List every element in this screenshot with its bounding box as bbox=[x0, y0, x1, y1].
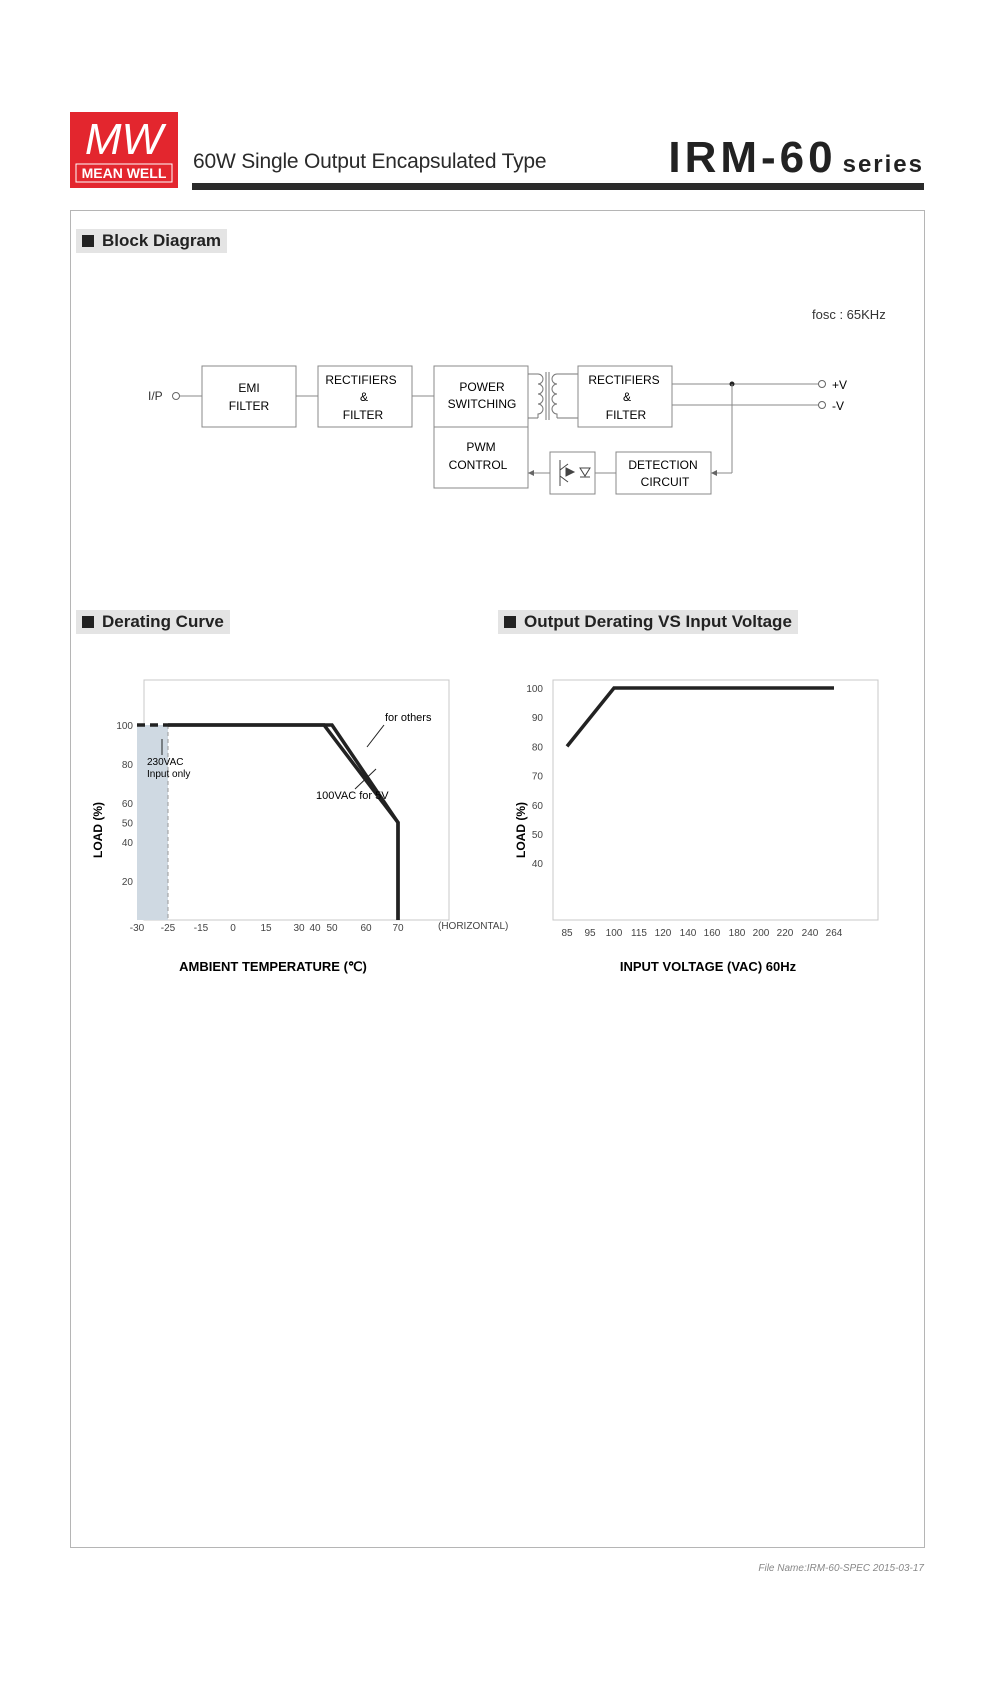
y-tick-label: 70 bbox=[531, 771, 543, 783]
input-derating-heading bbox=[498, 610, 798, 634]
logo-brand-text: MEAN WELL bbox=[81, 165, 167, 181]
x-tick-label: 30 bbox=[293, 923, 305, 934]
input-derating-chart bbox=[505, 665, 885, 985]
x-tick-label: 160 bbox=[703, 928, 721, 939]
rect2-line3: FILTER bbox=[605, 408, 647, 422]
x-tick-label: 140 bbox=[679, 928, 697, 939]
horizontal-label: (HORIZONTAL) bbox=[438, 921, 509, 932]
x-tick-label: 200 bbox=[752, 928, 770, 939]
arrow-left-icon bbox=[711, 470, 717, 476]
x-tick-label: -30 bbox=[129, 923, 145, 934]
square-bullet-icon bbox=[82, 616, 94, 628]
file-footer: File Name:IRM-60-SPEC 2015-03-17 bbox=[758, 1563, 924, 1574]
square-bullet-icon bbox=[504, 616, 516, 628]
rect1-line1: RECTIFIERS bbox=[325, 373, 397, 387]
x-tick-label: 115 bbox=[631, 928, 647, 939]
rect1-line2: & bbox=[359, 390, 369, 404]
detect-line1: DETECTION bbox=[628, 458, 698, 472]
power-line1: POWER bbox=[459, 380, 505, 394]
derating-curve-heading bbox=[76, 610, 230, 634]
derating-curve-title: Derating Curve bbox=[102, 612, 224, 631]
logo-mw-letters: MW bbox=[84, 115, 164, 164]
power-line2: SWITCHING bbox=[447, 397, 517, 411]
x-tick-label: -25 bbox=[160, 923, 176, 934]
pwm-line2: CONTROL bbox=[448, 458, 508, 472]
y-tick-label: 60 bbox=[121, 799, 133, 810]
output-terminal-positive bbox=[819, 381, 826, 388]
x-axis-label: INPUT VOLTAGE (VAC) 60Hz bbox=[619, 959, 797, 974]
x-tick-label: 95 bbox=[584, 928, 596, 939]
rect2-line2: & bbox=[622, 390, 632, 404]
x-tick-label: 40 bbox=[309, 923, 321, 934]
transformer-icon bbox=[528, 372, 578, 420]
annotation-100vac: 100VAC for 5V bbox=[316, 790, 389, 802]
x-tick-label: 240 bbox=[801, 928, 819, 939]
y-tick-label: 40 bbox=[531, 859, 543, 871]
input-terminal bbox=[173, 393, 180, 400]
y-tick-label: 60 bbox=[531, 800, 543, 812]
y-tick-label: 50 bbox=[531, 830, 543, 841]
rect1-line3: FILTER bbox=[342, 408, 384, 422]
shaded-region-230vac bbox=[137, 725, 168, 920]
arrow-left-icon bbox=[528, 470, 534, 476]
annotation-230vac-line1: 230VAC bbox=[147, 757, 184, 768]
model-suffix: series bbox=[842, 151, 924, 178]
input-derating-title: Output Derating VS Input Voltage bbox=[524, 612, 792, 631]
y-tick-label: 20 bbox=[121, 877, 133, 888]
y-tick-label: 90 bbox=[531, 713, 543, 725]
y-tick-label: 100 bbox=[526, 684, 543, 695]
x-tick-label: 70 bbox=[392, 923, 404, 934]
emi-filter-block bbox=[202, 366, 296, 427]
x-tick-label: 120 bbox=[654, 928, 672, 939]
model-name: IRM-60 bbox=[668, 133, 837, 182]
derating-curve-chart bbox=[80, 665, 509, 985]
pwm-line1: PWM bbox=[466, 440, 496, 454]
emi-line1: EMI bbox=[238, 381, 260, 395]
x-tick-label: -15 bbox=[193, 923, 209, 934]
rect2-line1: RECTIFIERS bbox=[588, 373, 660, 387]
x-tick-label: 15 bbox=[260, 923, 272, 934]
x-tick-label: 264 bbox=[825, 928, 843, 939]
x-tick-label: 85 bbox=[561, 928, 573, 939]
x-tick-label: 180 bbox=[728, 928, 746, 939]
y-tick-label: 50 bbox=[121, 818, 133, 830]
page-subtitle: 60W Single Output Encapsulated Type bbox=[193, 150, 547, 173]
y-axis-label: LOAD (%) bbox=[91, 802, 105, 858]
output-terminal-negative bbox=[819, 402, 826, 409]
x-tick-label: 220 bbox=[776, 928, 794, 939]
x-tick-label: 0 bbox=[230, 923, 236, 934]
block-diagram bbox=[0, 0, 1000, 560]
y-axis-label: LOAD (%) bbox=[514, 802, 528, 858]
emi-line2: FILTER bbox=[228, 399, 270, 413]
x-tick-label: 50 bbox=[326, 923, 338, 934]
x-axis-label: AMBIENT TEMPERATURE (℃) bbox=[179, 959, 367, 974]
output-positive-label: +V bbox=[832, 378, 848, 392]
x-tick-label: 60 bbox=[360, 923, 372, 934]
y-tick-label: 80 bbox=[531, 742, 543, 754]
y-tick-label: 100 bbox=[116, 721, 133, 732]
block-diagram-title: Block Diagram bbox=[102, 231, 222, 250]
y-tick-label: 40 bbox=[121, 838, 133, 849]
annotation-230vac-line2: Input only bbox=[147, 769, 191, 780]
fosc-label: fosc : 65KHz bbox=[812, 307, 886, 322]
output-negative-label: -V bbox=[832, 399, 844, 413]
plot-area bbox=[553, 680, 878, 920]
detect-line2: CIRCUIT bbox=[640, 475, 690, 489]
x-tick-label: 100 bbox=[605, 928, 623, 939]
y-tick-label: 80 bbox=[121, 760, 133, 771]
annotation-for-others: for others bbox=[385, 712, 432, 724]
input-label: I/P bbox=[148, 389, 163, 403]
